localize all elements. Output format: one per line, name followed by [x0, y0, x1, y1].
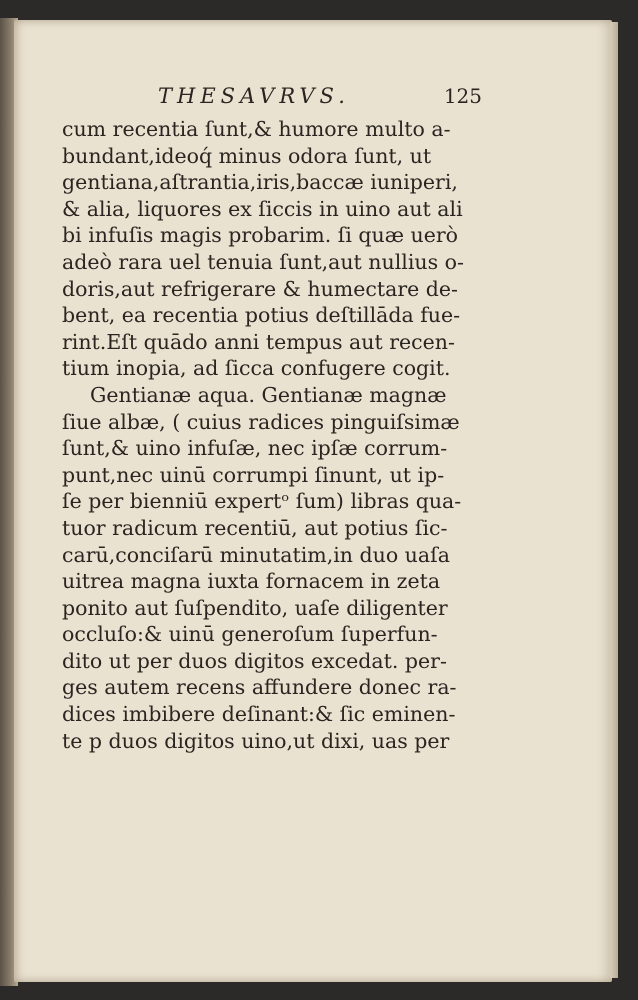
text-line: tium inopia, ad ſicca confugere cogit.: [62, 356, 451, 381]
running-head: [62, 82, 482, 116]
page-number: 125: [443, 84, 482, 108]
text-block: [62, 82, 482, 754]
text-line: gentiana,aſtrantia,iris,baccæ iuniperi,: [62, 170, 458, 195]
text-line: & alia, liquores ex ſiccis in uino aut ali: [62, 196, 463, 221]
text-line: occluſo:& uinū generoſum ſuperfun-: [62, 622, 438, 647]
text-line: ges autem recens affundere donec ra-: [62, 675, 457, 700]
text-line: dices imbibere deſinant:& ſic eminen-: [62, 702, 456, 727]
text-line: bi infuſis magis probarim. ſi quæ uerò: [62, 223, 458, 248]
text-line: rint.Eſt quādo anni tempus aut recen-: [62, 329, 455, 354]
text-line: adeò rara uel tenuia ſunt,aut nullius o-: [62, 249, 464, 274]
text-line: uitrea magna iuxta fornacem in zeta: [62, 569, 441, 594]
running-title: THESAVRVS.: [158, 84, 350, 108]
text-line: dito ut per duos digitos excedat. per-: [62, 648, 447, 673]
body-text: [62, 116, 482, 754]
text-line: doris,aut refrigerare & humectare de-: [62, 276, 458, 301]
text-line: punt,nec uinū corrumpi ſinunt, ut ip-: [62, 462, 445, 487]
text-line: bundant,ideoq́ minus odora ſunt, ut: [62, 143, 432, 168]
text-line: ſe per bienniū expertᵒ ſum) libras qua-: [62, 489, 462, 514]
text-line: ſunt,& uino infuſæ, nec ipſæ corrum-: [62, 436, 448, 461]
text-line: ponito aut ſuſpendito, uaſe diligenter: [62, 595, 448, 620]
text-line: tuor radicum recentiū, aut potius ſic-: [62, 515, 448, 540]
text-line: cum recentia ſunt,& humore multo a-: [62, 117, 451, 141]
text-line: te p duos digitos uino,ut dixi, uas per: [62, 728, 450, 753]
text-line: ſiue albæ, ( cuius radices pinguiſsimæ: [62, 409, 460, 434]
paragraph-heading-line: Gentianæ aqua. Gentianæ magnæ: [90, 382, 447, 407]
text-line: carū,conciſarū minutatim,in duo uaſa: [62, 542, 450, 567]
text-line: bent, ea recentia potius deſtillāda fue-: [62, 303, 461, 328]
page-edge: [610, 22, 618, 978]
